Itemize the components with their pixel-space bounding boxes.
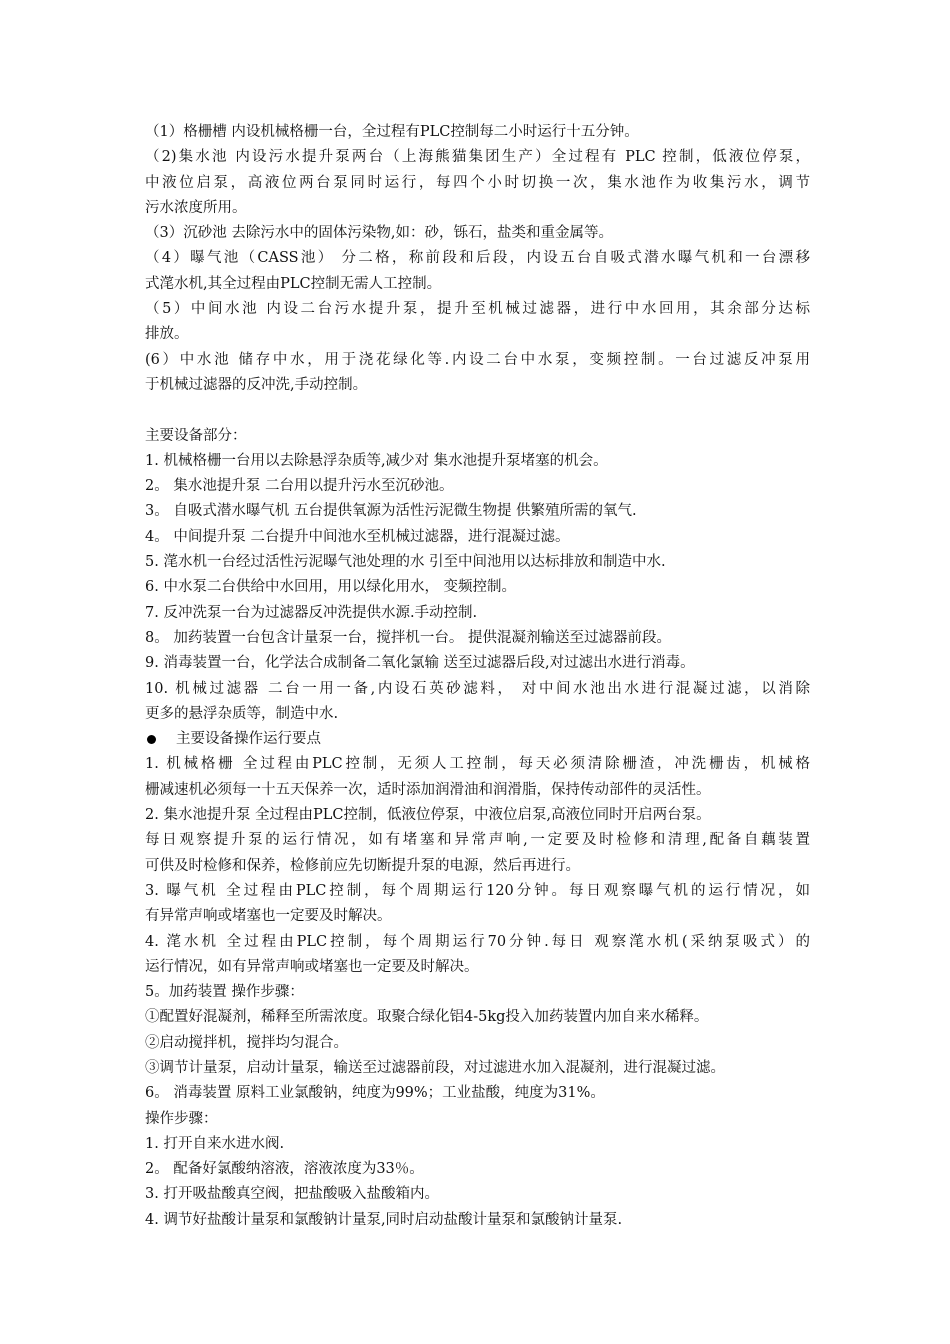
equipment-item-line: 7. 反冲洗泵一台为过滤器反冲洗提供水源.手动控制. <box>145 604 478 621</box>
equipment-item-line: 更多的悬浮杂质等，制造中水. <box>145 705 339 722</box>
operation-line: 栅减速机必须每一十五天保养一次，适时添加润滑油和润滑脂，保持传动部件的灵活性。 <box>145 781 711 798</box>
equipment-item-line: 10. 机械过滤器 二台一用一备,内设石英砂滤料， 对中间水池出水进行混凝过滤，以消除 <box>145 680 810 697</box>
operation-line: 2。 配备好氯酸纳溶液，溶液浓度为33％。 <box>145 1161 424 1178</box>
paragraph-line: 污水浓度所用。 <box>145 199 247 216</box>
bullet-heading-text: 主要设备操作运行要点 <box>176 731 321 748</box>
paragraph-line: （2)集水池 内设污水提升泵两台（上海熊猫集团生产）全过程有 PLC 控制，低液位停泵， <box>145 149 810 166</box>
operation-line: 5。加药装置 操作步骤： <box>145 984 304 1001</box>
document-page <box>145 120 810 1233</box>
blank-line <box>145 398 810 423</box>
equipment-item-line: 2。 集水池提升泵 二台用以提升污水至沉砂池。 <box>145 478 454 495</box>
operation-line: ②启动搅拌机，搅拌均匀混合。 <box>145 1034 348 1051</box>
paragraph-line: （5）中间水池 内设二台污水提升泵，提升至机械过滤器，进行中水回用，其余部分达标 <box>145 301 810 318</box>
paragraph-line: 于机械过滤器的反冲洗,手动控制。 <box>145 376 368 393</box>
bullet-icon <box>147 735 156 744</box>
operation-line: 3. 打开吸盐酸真空阀，把盐酸吸入盐酸箱内。 <box>145 1186 439 1203</box>
paragraph-line: 排放。 <box>145 326 189 343</box>
equipment-list <box>145 449 810 727</box>
operation-line: 3. 曝气机 全过程由PLC控制，每个周期运行120分钟。每日观察曝气机的运行情况，如 <box>145 882 810 899</box>
operation-line: 4. 调节好盐酸计量泵和氯酸钠计量泵,同时启动盐酸计量泵和氯酸钠计量泵. <box>145 1211 623 1228</box>
operation-line: 2. 集水池提升泵 全过程由PLC控制，低液位停泵，中液位启泵,高液位同时开启两台泵。 <box>145 807 711 824</box>
equipment-item-line: 8。 加药装置一台包含计量泵一台，搅拌机一台。 提供混凝剂输送至过滤器前段。 <box>145 629 671 646</box>
process-units-section <box>145 120 810 398</box>
operation-line: ③调节计量泵，启动计量泵，输送至过滤器前段，对过滤进水加入混凝剂，进行混凝过滤。 <box>145 1059 725 1076</box>
paragraph-line: 式滗水机,其全过程由PLC控制无需人工控制。 <box>145 275 442 292</box>
operation-line: 操作步骤： <box>145 1110 218 1127</box>
operation-line: 可供及时检修和保养，检修前应先切断提升泵的电源，然后再进行。 <box>145 857 580 874</box>
operation-line: 6。 消毒装置 原料工业氯酸钠，纯度为99%；工业盐酸，纯度为31%。 <box>145 1085 605 1102</box>
operation-line: 有异常声响或堵塞也一定要及时解决。 <box>145 908 392 925</box>
operation-line: 1. 打开自来水进水阀. <box>145 1135 285 1152</box>
equipment-item-line: 6. 中水泵二台供给中水回用，用以绿化用水， 变频控制。 <box>145 579 517 596</box>
bullet-heading <box>145 727 810 752</box>
paragraph-line: （4）曝气池（CASS池） 分二格，称前段和后段，内设五台自吸式潜水曝气机和一台漂移 <box>145 250 810 267</box>
equipment-item-line: 9. 消毒装置一台，化学法合成制备二氧化氯输 送至过滤器后段,对过滤出水进行消毒。 <box>145 655 695 672</box>
operation-line: 1. 机械格栅 全过程由PLC控制，无须人工控制，每天必须清除栅渣，冲洗栅齿，机械格 <box>145 756 810 773</box>
operation-points-list <box>145 752 810 1233</box>
operation-line: 运行情况，如有异常声响或堵塞也一定要及时解决。 <box>145 958 479 975</box>
operation-line: ①配置好混凝剂，稀释至所需浓度。取聚合绿化铝4-5kg投入加药装置内加自来水稀释。 <box>145 1009 709 1026</box>
paragraph-line: （1）格栅槽 内设机械格栅一台，全过程有PLC控制每二小时运行十五分钟。 <box>145 124 639 140</box>
operation-line: 每日观察提升泵的运行情况，如有堵塞和异常声响,一定要及时检修和清理,配备自藕装置 <box>145 832 810 849</box>
equipment-item-line: 5. 滗水机一台经过活性污泥曝气池处理的水 引至中间池用以达标排放和制造中水. <box>145 554 666 571</box>
equipment-item-line: 3。 自吸式潜水曝气机 五台提供氧源为活性污泥微生物提 供繁殖所需的氧气. <box>145 503 637 520</box>
paragraph-line: 中液位启泵，高液位两台泵同时运行，每四个小时切换一次，集水池作为收集污水，调节 <box>145 174 810 191</box>
paragraph-line: （3）沉砂池 去除污水中的固体污染物,如：砂，铄石，盐类和重金属等。 <box>145 225 613 242</box>
operation-line: 4. 滗水机 全过程由PLC控制，每个周期运行70分钟.每日 观察滗水机(采纳泵吸式）的 <box>145 933 810 950</box>
equipment-item-line: 4。 中间提升泵 二台提升中间池水至机械过滤器，进行混凝过滤。 <box>145 528 570 545</box>
equipment-section-title: 主要设备部分： <box>145 427 247 444</box>
equipment-item-line: 1. 机械格栅一台用以去除悬浮杂质等,减少对 集水池提升泵堵塞的机会。 <box>145 452 608 469</box>
paragraph-line: (6）中水池 储存中水，用于浇花绿化等.内设二台中水泵，变频控制。一台过滤反冲泵用 <box>145 351 810 368</box>
